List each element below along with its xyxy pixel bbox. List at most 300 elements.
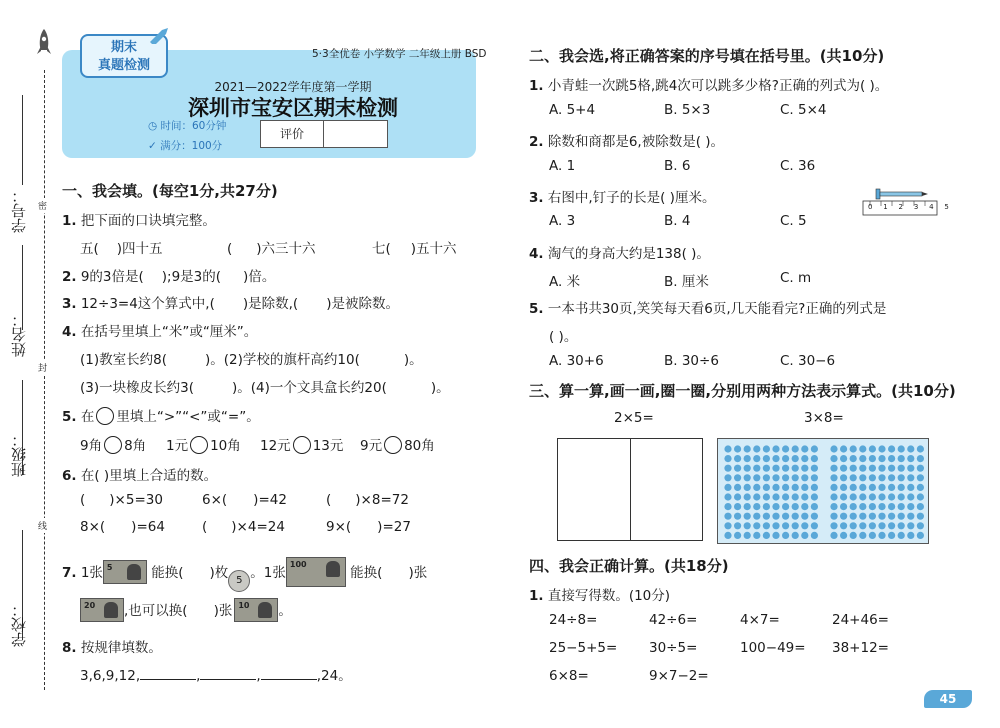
exam-year: 2021—2022学年度第一学期 bbox=[214, 80, 372, 94]
grid-dot bbox=[830, 484, 837, 491]
grid-dot bbox=[888, 503, 895, 510]
txt: (3)一块橡皮长约3( bbox=[80, 380, 194, 396]
grid-dot bbox=[907, 513, 914, 520]
sequence-end: ,24。 bbox=[316, 668, 352, 684]
dot-grid[interactable] bbox=[717, 438, 929, 544]
grid-dot bbox=[878, 532, 885, 539]
series-tag: 5·3全优卷 小学数学 二年级上册 BSD bbox=[312, 48, 487, 60]
grid-dot bbox=[744, 522, 751, 529]
note-value: 20 bbox=[84, 601, 96, 610]
s2-q5-blank[interactable]: ( )。 bbox=[549, 329, 578, 345]
grid-dot bbox=[869, 465, 876, 472]
clock-icon: ◷ bbox=[148, 120, 161, 132]
s2-q4: 淘气的身高大约是138( )。 bbox=[547, 246, 710, 262]
rocket-badge-icon bbox=[148, 26, 170, 48]
grid-dot bbox=[724, 493, 731, 500]
grid-dot bbox=[869, 445, 876, 452]
grid-dot bbox=[917, 484, 924, 491]
option-a[interactable]: A. 3 bbox=[549, 213, 576, 229]
grid-dot bbox=[850, 503, 857, 510]
grid-dot bbox=[898, 513, 905, 520]
grid-dot bbox=[782, 445, 789, 452]
grid-dot bbox=[801, 503, 808, 510]
grid-dot bbox=[907, 532, 914, 539]
page-number: 45 bbox=[924, 690, 972, 708]
option-c[interactable]: C. 5×4 bbox=[780, 102, 827, 118]
grid-dot bbox=[782, 455, 789, 462]
txt: 五( bbox=[80, 241, 99, 257]
grid-dot bbox=[763, 445, 770, 452]
calc-item: 30÷5= bbox=[649, 640, 698, 656]
txt: 80角 bbox=[404, 438, 435, 454]
option-b[interactable]: B. 4 bbox=[664, 213, 691, 229]
grid-dot bbox=[772, 474, 779, 481]
txt: 在 bbox=[80, 409, 95, 425]
badge-line2: 真题检测 bbox=[97, 58, 150, 73]
grid-dot bbox=[763, 493, 770, 500]
grid-dot bbox=[763, 513, 770, 520]
grid-dot bbox=[917, 445, 924, 452]
grid-dot bbox=[744, 513, 751, 520]
grid-dot bbox=[859, 455, 866, 462]
ruler-numbers: 0 1 2 3 4 5 bbox=[868, 203, 954, 211]
q-num: 8. bbox=[62, 640, 77, 656]
txt: 13元 bbox=[312, 438, 344, 454]
grid-dot bbox=[753, 465, 760, 472]
compare-circle[interactable] bbox=[104, 436, 122, 454]
grid-dot bbox=[888, 484, 895, 491]
sequence-blank[interactable] bbox=[261, 679, 317, 680]
txt: 。1张 bbox=[250, 565, 286, 581]
txt: )是除数,( bbox=[242, 296, 299, 312]
txt: (1)教室长约8( bbox=[80, 352, 167, 368]
grid-dot bbox=[811, 445, 818, 452]
grid-dot bbox=[772, 465, 779, 472]
drawing-box[interactable] bbox=[557, 438, 703, 541]
option-c[interactable]: C. 36 bbox=[780, 158, 816, 174]
evaluation-blank[interactable] bbox=[324, 121, 387, 147]
sequence-blank[interactable] bbox=[200, 679, 256, 680]
grid-dot bbox=[859, 445, 866, 452]
grid-dot bbox=[801, 513, 808, 520]
txt: (4)一个文具盒长约20( bbox=[250, 380, 387, 396]
grid-dot bbox=[869, 484, 876, 491]
txt: 12÷3=4这个算式中,( bbox=[80, 296, 215, 312]
seal-xian: 线 bbox=[38, 518, 47, 533]
exam-time: 时间：60分钟 bbox=[160, 120, 227, 132]
grid-dot bbox=[840, 493, 847, 500]
grid-dot bbox=[830, 465, 837, 472]
grid-dot bbox=[724, 455, 731, 462]
txt: 能换( bbox=[151, 565, 184, 581]
grid-dot bbox=[840, 532, 847, 539]
compare-circle[interactable] bbox=[384, 436, 402, 454]
rocket-icon bbox=[36, 28, 52, 62]
grid-dot bbox=[878, 522, 885, 529]
grid-dot bbox=[772, 522, 779, 529]
grid-dot bbox=[840, 522, 847, 529]
q-num: 1. bbox=[62, 213, 77, 229]
txt: )是被除数。 bbox=[326, 296, 399, 312]
option-a[interactable]: A. 1 bbox=[549, 158, 576, 174]
grid-dot bbox=[878, 493, 885, 500]
grid-dot bbox=[734, 522, 741, 529]
txt: )张 bbox=[213, 603, 233, 619]
badge-line1: 期末 bbox=[110, 40, 137, 55]
txt: ( bbox=[80, 492, 86, 508]
grid-dot bbox=[792, 445, 799, 452]
note-value: 5 bbox=[106, 563, 113, 572]
banknote-100-yuan bbox=[286, 557, 346, 587]
note-value: 10 bbox=[238, 601, 250, 610]
grid-dot bbox=[859, 513, 866, 520]
calc-item: 100−49= bbox=[740, 640, 806, 656]
grid-dot bbox=[744, 455, 751, 462]
grid-dot bbox=[811, 465, 818, 472]
banknote-10-yuan bbox=[234, 598, 278, 622]
txt: 10角 bbox=[210, 438, 241, 454]
txt: 6×( bbox=[202, 492, 228, 508]
seal-feng: 封 bbox=[38, 360, 47, 375]
grid-dot bbox=[840, 484, 847, 491]
grid-dot bbox=[792, 484, 799, 491]
grid-dot bbox=[830, 522, 837, 529]
grid-dot bbox=[917, 465, 924, 472]
grid-dot bbox=[830, 503, 837, 510]
grid-dot bbox=[792, 474, 799, 481]
grid-dot bbox=[898, 532, 905, 539]
txt: )五十六 bbox=[410, 241, 457, 257]
grid-dot bbox=[811, 513, 818, 520]
grid-dot bbox=[801, 493, 808, 500]
calc-item: 24+46= bbox=[832, 612, 889, 628]
txt: ,也可以换( bbox=[124, 603, 188, 619]
txt: ( bbox=[202, 519, 208, 535]
grid-dot bbox=[898, 493, 905, 500]
grid-dot bbox=[724, 445, 731, 452]
txt: 能换( bbox=[350, 565, 383, 581]
section4-heading: 四、我会正确计算。(共18分) bbox=[529, 557, 729, 575]
grid-dot bbox=[744, 503, 751, 510]
section1-heading: 一、我会填。(每空1分,共27分) bbox=[62, 182, 278, 200]
grid-dot bbox=[724, 522, 731, 529]
grid-dot bbox=[724, 503, 731, 510]
grid-dot bbox=[888, 493, 895, 500]
grid-dot bbox=[753, 455, 760, 462]
txt: 9元 bbox=[360, 438, 383, 454]
grid-dot bbox=[801, 474, 808, 481]
txt: ( bbox=[227, 241, 233, 257]
grid-dot bbox=[763, 465, 770, 472]
s2-q3: 右图中,钉子的长是( )厘米。 bbox=[547, 190, 716, 206]
grid-dot bbox=[763, 532, 770, 539]
grid-dot bbox=[907, 455, 914, 462]
txt: (2)学校的旗杆高约10( bbox=[223, 352, 360, 368]
grid-dot bbox=[850, 474, 857, 481]
grid-dot bbox=[917, 532, 924, 539]
grid-dot bbox=[850, 493, 857, 500]
grid-dot bbox=[830, 455, 837, 462]
grid-dot bbox=[840, 474, 847, 481]
calc-item: 4×7= bbox=[740, 612, 780, 628]
grid-dot bbox=[801, 522, 808, 529]
grid-dot bbox=[907, 445, 914, 452]
grid-dot bbox=[898, 503, 905, 510]
s1-q4-stem: 在括号里填上“米”或“厘米”。 bbox=[80, 324, 258, 340]
grid-dot bbox=[801, 455, 808, 462]
evaluation-label: 评价 bbox=[261, 121, 324, 147]
grid-dot bbox=[782, 465, 789, 472]
grid-dot bbox=[792, 455, 799, 462]
binding-dashed-line bbox=[44, 70, 45, 690]
grid-dot bbox=[898, 465, 905, 472]
grid-dot bbox=[850, 484, 857, 491]
seal-mi: 密 bbox=[38, 198, 47, 213]
grid-dot bbox=[801, 532, 808, 539]
grid-dot bbox=[869, 513, 876, 520]
txt: 1元 bbox=[166, 438, 189, 454]
option-a[interactable]: A. 米 bbox=[549, 274, 581, 290]
exam-score: 满分：100分 bbox=[160, 140, 223, 152]
txt: 。 bbox=[278, 603, 292, 619]
txt: )枚 bbox=[209, 565, 229, 581]
grid-dot bbox=[850, 522, 857, 529]
txt: )六三十六 bbox=[256, 241, 316, 257]
grid-dot bbox=[782, 532, 789, 539]
txt: )×4=24 bbox=[231, 519, 285, 535]
q-num: 3. bbox=[529, 190, 544, 206]
grid-dot bbox=[792, 465, 799, 472]
txt: )。 bbox=[430, 380, 450, 396]
banknote-20-yuan bbox=[80, 598, 124, 622]
txt: )×5=30 bbox=[109, 492, 163, 508]
txt: )×8=72 bbox=[355, 492, 409, 508]
grid-dot bbox=[869, 455, 876, 462]
grid-dot bbox=[869, 532, 876, 539]
grid-dot bbox=[772, 455, 779, 462]
grid-dot bbox=[782, 493, 789, 500]
grid-dot bbox=[917, 455, 924, 462]
txt: )倍。 bbox=[243, 269, 276, 285]
grid-dot bbox=[744, 484, 751, 491]
grid-dot bbox=[782, 474, 789, 481]
grid-dot bbox=[753, 532, 760, 539]
q-num: 6. bbox=[62, 468, 77, 484]
grid-dot bbox=[792, 513, 799, 520]
grid-dot bbox=[811, 522, 818, 529]
s2-q2: 除数和商都是6,被除数是( )。 bbox=[547, 134, 725, 150]
grid-dot bbox=[744, 532, 751, 539]
q-num: 3. bbox=[62, 296, 77, 312]
grid-dot bbox=[744, 493, 751, 500]
grid-dot bbox=[859, 522, 866, 529]
grid-dot bbox=[888, 513, 895, 520]
grid-dot bbox=[869, 493, 876, 500]
s1-q1-stem: 把下面的口诀填完整。 bbox=[80, 213, 216, 229]
dot-grid-svg bbox=[718, 439, 930, 545]
txt: )=64 bbox=[131, 519, 165, 535]
grid-dot bbox=[907, 522, 914, 529]
grid-dot bbox=[792, 503, 799, 510]
txt: 8角 bbox=[124, 438, 147, 454]
q-num: 2. bbox=[62, 269, 77, 285]
grid-dot bbox=[724, 465, 731, 472]
note-value: 100 bbox=[289, 560, 307, 569]
grid-dot bbox=[724, 484, 731, 491]
grid-dot bbox=[898, 455, 905, 462]
txt: ( bbox=[326, 492, 332, 508]
grid-dot bbox=[917, 503, 924, 510]
grid-dot bbox=[753, 484, 760, 491]
grid-dot bbox=[811, 532, 818, 539]
option-c[interactable]: C. m bbox=[780, 270, 812, 286]
grid-dot bbox=[782, 503, 789, 510]
grid-dot bbox=[734, 503, 741, 510]
grid-dot bbox=[744, 465, 751, 472]
grid-dot bbox=[907, 474, 914, 481]
grid-dot bbox=[888, 465, 895, 472]
option-b[interactable]: B. 30÷6 bbox=[664, 353, 719, 369]
txt: )。 bbox=[204, 352, 224, 368]
grid-dot bbox=[792, 493, 799, 500]
grid-dot bbox=[734, 484, 741, 491]
s4-q1: 直接写得数。(10分) bbox=[547, 588, 671, 604]
grid-dot bbox=[792, 532, 799, 539]
grid-dot bbox=[734, 455, 741, 462]
calc-item: 25−5+5= bbox=[549, 640, 618, 656]
s1-q8-stem: 按规律填数。 bbox=[80, 640, 162, 656]
q-num: 1. bbox=[529, 78, 544, 94]
option-b[interactable]: B. 厘米 bbox=[664, 274, 709, 290]
nail-ruler-icon bbox=[862, 184, 940, 218]
grid-dot bbox=[888, 522, 895, 529]
grid-dot bbox=[811, 484, 818, 491]
coin-5-jiao: 5 bbox=[228, 570, 250, 592]
grid-dot bbox=[840, 455, 847, 462]
grid-dot bbox=[744, 474, 751, 481]
txt: 9角 bbox=[80, 438, 103, 454]
banknote-5-yuan bbox=[103, 560, 147, 584]
grid-dot bbox=[811, 503, 818, 510]
student-id-label: 学号： bbox=[10, 188, 28, 233]
grid-dot bbox=[753, 513, 760, 520]
grid-dot bbox=[772, 493, 779, 500]
grid-dot bbox=[898, 474, 905, 481]
txt: 七( bbox=[372, 241, 391, 257]
grid-dot bbox=[734, 474, 741, 481]
compare-circle[interactable] bbox=[293, 436, 311, 454]
grid-dot bbox=[830, 513, 837, 520]
s2-q5: 一本书共30页,笑笑每天看6页,几天能看完?正确的列式是 bbox=[547, 301, 887, 317]
grid-dot bbox=[772, 513, 779, 520]
student-id-line bbox=[22, 95, 23, 185]
grid-dot bbox=[907, 493, 914, 500]
grid-dot bbox=[772, 484, 779, 491]
grid-dot bbox=[878, 503, 885, 510]
grid-dot bbox=[801, 445, 808, 452]
txt: 9的3倍是( bbox=[80, 269, 144, 285]
grid-dot bbox=[878, 465, 885, 472]
grid-dot bbox=[801, 465, 808, 472]
grid-dot bbox=[772, 532, 779, 539]
grid-dot bbox=[840, 465, 847, 472]
option-c[interactable]: C. 30−6 bbox=[780, 353, 836, 369]
grid-dot bbox=[869, 522, 876, 529]
grid-dot bbox=[850, 532, 857, 539]
option-b[interactable]: B. 5×3 bbox=[664, 102, 711, 118]
txt: 1张 bbox=[80, 565, 103, 581]
calc-item: 38+12= bbox=[832, 640, 889, 656]
s1-q6-stem: 在( )里填上合适的数。 bbox=[80, 468, 218, 484]
grid-dot bbox=[859, 503, 866, 510]
compare-circle bbox=[96, 407, 114, 425]
grid-dot bbox=[772, 503, 779, 510]
grid-dot bbox=[753, 493, 760, 500]
option-c[interactable]: C. 5 bbox=[780, 213, 807, 229]
txt: 9×( bbox=[326, 519, 352, 535]
section2-heading: 二、我会选,将正确答案的序号填在括号里。(共10分) bbox=[529, 47, 885, 65]
grid-dot bbox=[763, 522, 770, 529]
sequence-blank[interactable] bbox=[140, 679, 196, 680]
grid-dot bbox=[782, 522, 789, 529]
grid-dot bbox=[859, 493, 866, 500]
grid-dot bbox=[763, 503, 770, 510]
grid-dot bbox=[878, 445, 885, 452]
grid-dot bbox=[724, 474, 731, 481]
check-icon: ✓ bbox=[148, 140, 161, 152]
grid-dot bbox=[878, 484, 885, 491]
grid-dot bbox=[869, 474, 876, 481]
grid-dot bbox=[859, 474, 866, 481]
grid-dot bbox=[734, 445, 741, 452]
grid-dot bbox=[878, 474, 885, 481]
exam-title: 深圳市宝安区期末检测 bbox=[188, 96, 398, 120]
txt: )。 bbox=[403, 352, 423, 368]
q-num: 4. bbox=[529, 246, 544, 262]
grid-dot bbox=[878, 455, 885, 462]
grid-dot bbox=[850, 445, 857, 452]
evaluation-box[interactable] bbox=[260, 120, 388, 148]
grid-dot bbox=[840, 513, 847, 520]
grid-dot bbox=[763, 484, 770, 491]
compare-circle[interactable] bbox=[190, 436, 208, 454]
q-num: 7. bbox=[62, 565, 77, 581]
drawing-divider bbox=[630, 439, 631, 540]
grid-dot bbox=[724, 532, 731, 539]
grid-dot bbox=[859, 465, 866, 472]
s2-q1: 小青蛙一次跳5格,跳4次可以跳多少格?正确的列式为( )。 bbox=[547, 78, 889, 94]
option-a[interactable]: A. 30+6 bbox=[549, 353, 604, 369]
q-num: 5. bbox=[62, 409, 77, 425]
q-num: 1. bbox=[529, 588, 544, 604]
option-a[interactable]: A. 5+4 bbox=[549, 102, 596, 118]
grid-dot bbox=[734, 493, 741, 500]
name-label: 姓名： bbox=[10, 312, 28, 357]
grid-dot bbox=[917, 474, 924, 481]
option-b[interactable]: B. 6 bbox=[664, 158, 691, 174]
grid-dot bbox=[744, 445, 751, 452]
txt: );9是3的( bbox=[161, 269, 222, 285]
calc-item: 24÷8= bbox=[549, 612, 598, 628]
grid-dot bbox=[878, 513, 885, 520]
grid-dot bbox=[907, 503, 914, 510]
grid-dot bbox=[753, 474, 760, 481]
sequence-start: 3,6,9,12, bbox=[80, 668, 141, 684]
q-num: 5. bbox=[529, 301, 544, 317]
grid-dot bbox=[830, 532, 837, 539]
grid-dot bbox=[888, 445, 895, 452]
txt: 8×( bbox=[80, 519, 106, 535]
